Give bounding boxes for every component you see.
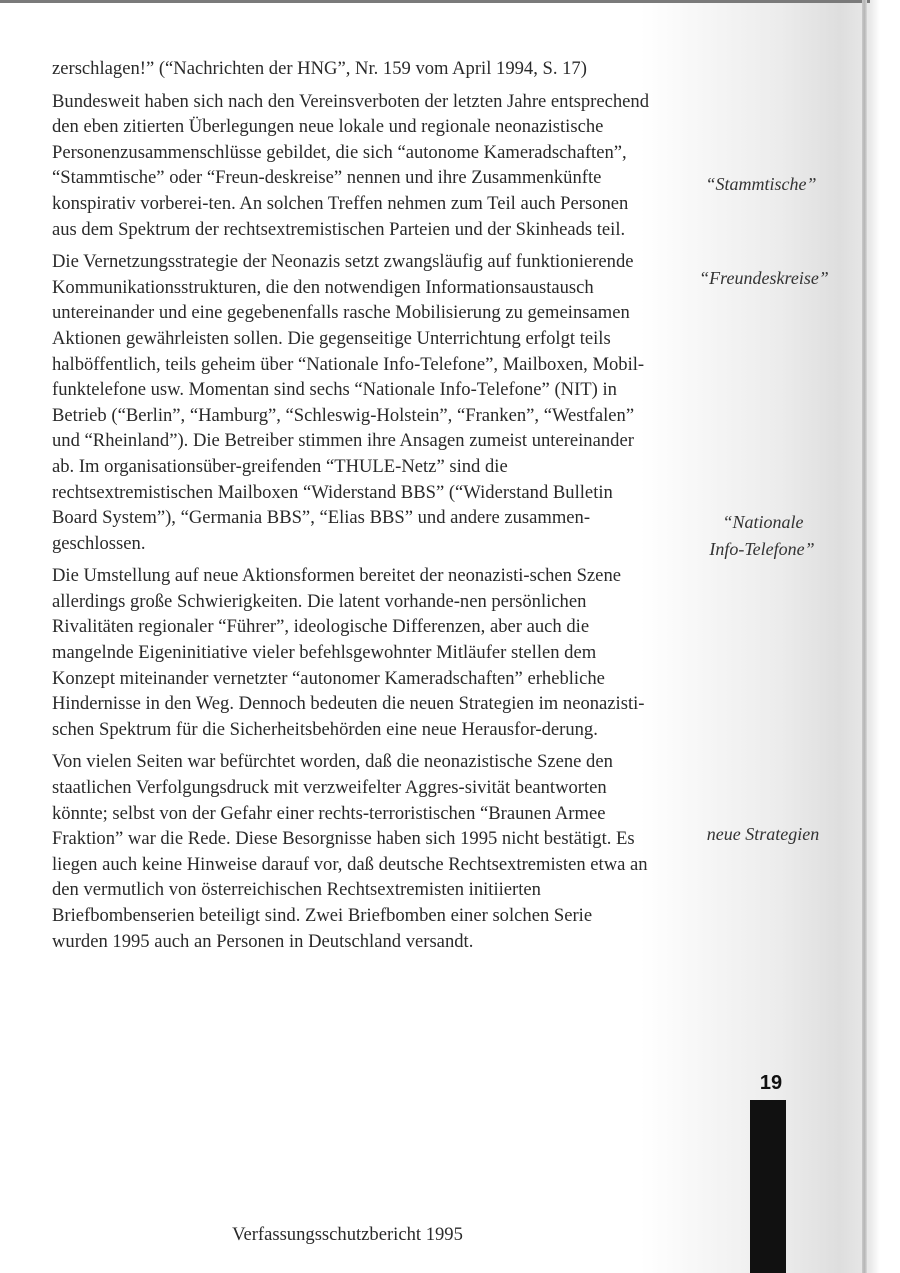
margin-note-info-telefone-line2: Info-Telefone” <box>709 539 815 559</box>
margin-note-freundeskreise: “Freundeskreise” <box>699 268 829 288</box>
paragraph-local-groups: Bundesweit haben sich nach den Vereinsverboten der letzten Jahre entsprechend den eben zitierten Überlegungen neue lokale und regionale neonazistische Personenzusammenschlüsse gebildet, die sich “autonome Kameradschaften”, “Stammtische” oder “Freun-deskreise” nennen und ihre Zusammenkünfte konspirativ vorberei-ten. An solchen Treffen nehmen zum Teil auch Personen aus dem Spektrum der rechtsextremistischen Parteien und der Skinheads teil. <box>52 90 650 240</box>
margin-note-neue-strategien: neue Strategien <box>706 824 820 844</box>
paragraph-networking: Die Vernetzungsstrategie der Neonazis setzt zwangsläufig auf funktionierende Kommunikationsstrukturen, die den notwendigen Informationsaustausch untereinander und eine gegebenenfalls rasche Mobilisierung zu gemeinsamen Aktionen gewährleisten sollen. Die gegenseitige Unterrichtung erfolgt teils halböffentlich, teils geheim über “Nationale Info-Telefone”, Mailboxen, Mobil-funktelefone usw. Momentan sind sechs “Nationale Info-Telefone” (NIT) in Betrieb (“Berlin”, “Hamburg”, “Schleswig-Holstein”, “Franken”, “Westfalen” und “Rheinland”). Die Betreiber stimmen ihre Ansagen zumeist untereinander ab. Im organisationsüber-greifenden “THULE-Netz” sind die rechtsextremistischen Mailboxen “Widerstand BBS” (“Widerstand Bulletin Board System”), “Germania BBS”, “Elias BBS” und andere zusammen-geschlossen. <box>52 251 645 554</box>
margin-note-stammtische: “Stammtische” <box>705 174 817 194</box>
paragraph-citation-end: zerschlagen!” (“Nachrichten der HNG”, Nr. 159 vom April 1994, S. 17) <box>52 58 587 79</box>
paragraph-new-actions: Die Umstellung auf neue Aktionsformen bereitet der neonazisti-schen Szene allerdings große Schwierigkeiten. Die latent vorhande-nen persönlichen Rivalitäten regionaler “Führer”, ideologische Differenzen, aber auch die mangelnde Eigeninitiative vieler befehlsgewohnter Mitläufer stellen dem Konzept miteinander vernetzter “autonomer Kameradschaften” erhebliche Hindernisse in den Weg. Dennoch bedeuten die neuen Strategien im neonazisti-schen Spektrum für die Sicherheitsbehörden eine neue Herausfor-derung. <box>52 565 645 740</box>
page-gutter-shadow <box>862 0 867 1273</box>
page-footer: Verfassungsschutzbericht 1995 <box>232 1224 463 1245</box>
main-text-column <box>52 56 652 961</box>
scan-top-edge <box>0 0 870 3</box>
page-number: 19 <box>759 1072 783 1094</box>
paragraph-violence-concerns: Von vielen Seiten war befürchtet worden, daß die neonazistische Szene den staatlichen Verfolgungsdruck mit verzweifelter Aggres-sivität beantworten könnte; selbst von der Gefahr einer rechts-terroristischen “Braunen Armee Fraktion” war die Rede. Diese Besorgnisse haben sich 1995 nicht bestätigt. Es liegen auch keine Hinweise darauf vor, daß deutsche Rechtsextremisten etwa an den vermutlich von österreichischen Rechtsextremisten initiierten Briefbombenserien beteiligt sind. Zwei Briefbomben einer solchen Serie wurden 1995 auch an Personen in Deutschland versandt. <box>52 751 648 952</box>
margin-note-info-telefone-line1: “Nationale <box>722 512 804 532</box>
page-number-bar <box>750 1100 786 1273</box>
